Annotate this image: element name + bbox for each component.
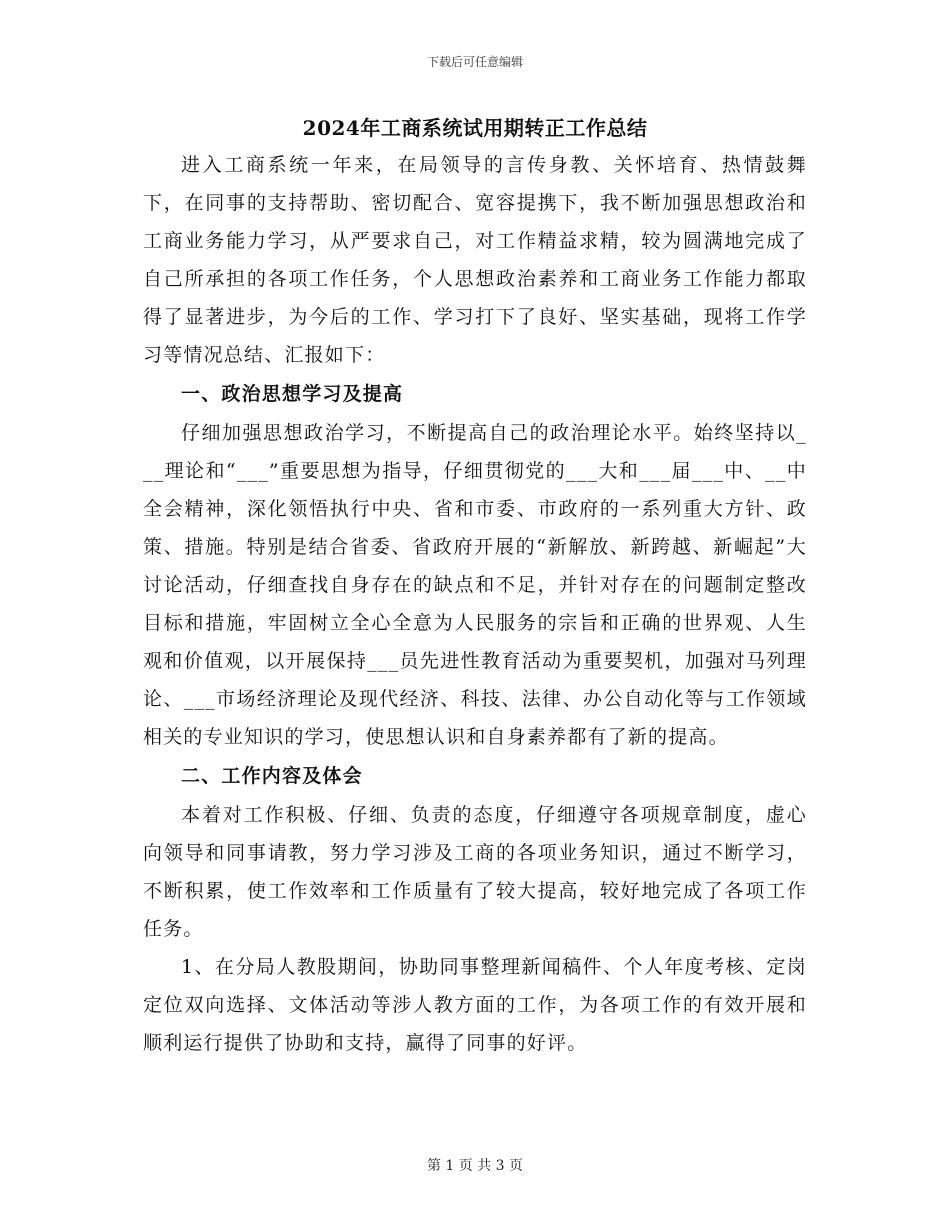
section-heading-politics: 一、政治思想学习及提高	[181, 383, 404, 405]
section-heading-work: 二、工作内容及体会	[181, 765, 363, 787]
intro-paragraph: 进入工商系统一年来，在局领导的言传身教、关怀培育、热情鼓舞下，在同事的支持帮助、密切配合、宽容提携下，我不断加强思想政治和工商业务能力学习，从严要求自己，对工作精益求精，较为圆满地完成了自己所承担的各项工作任务，个人思想政治素养和工商业务工作能力都取得了显著进步，为今后的工作、学习打下了良好、坚实基础，现将工作学习等情况总结、汇报如下：	[143, 154, 807, 366]
work-item-1: 1、在分局人教股期间，协助同事整理新闻稿件、个人年度考核、定岗定位双向选择、文体活动等涉人教方面的工作，为各项工作的有效开展和顺利运行提供了协助和支持，赢得了同事的好评。	[143, 956, 807, 1054]
document-title: 2024年工商系统试用期转正工作总结	[302, 116, 648, 140]
work-paragraph: 本着对工作积极、仔细、负责的态度，仔细遵守各项规章制度，虚心向领导和同事请教，努力学习涉及工商的各项业务知识，通过不断学习，不断积累，使工作效率和工作质量有了较大提高，较好地完成了各项工作任务。	[143, 804, 807, 940]
politics-paragraph: 仔细加强思想政治学习，不断提高自己的政治理论水平。始终坚持以___理论和“___”重要思想为指导，仔细贯彻党的___大和___届___中、__中全会精神，深化领悟执行中央、省和市委、市政府的一系列重大方针、政策、措施。特别是结合省委、省政府开展的“新解放、新跨越、新崛起”大讨论活动，仔细查找自身存在的缺点和不足，并针对存在的问题制定整改目标和措施，牢固树立全心全意为人民服务的宗旨和正确的世界观、人生观和价值观，以开展保持___员先进性教育活动为重要契机，加强对马列理论、___市场经济理论及现代经济、科技、法律、办公自动化等与工作领域相关的专业知识的学习，使思想认识和自身素养都有了新的提高。	[143, 422, 807, 748]
document-body	[143, 146, 807, 1062]
page-footer: 第 1 页 共 3 页	[426, 1158, 524, 1174]
page-header: 下载后可任意编辑	[426, 55, 523, 69]
